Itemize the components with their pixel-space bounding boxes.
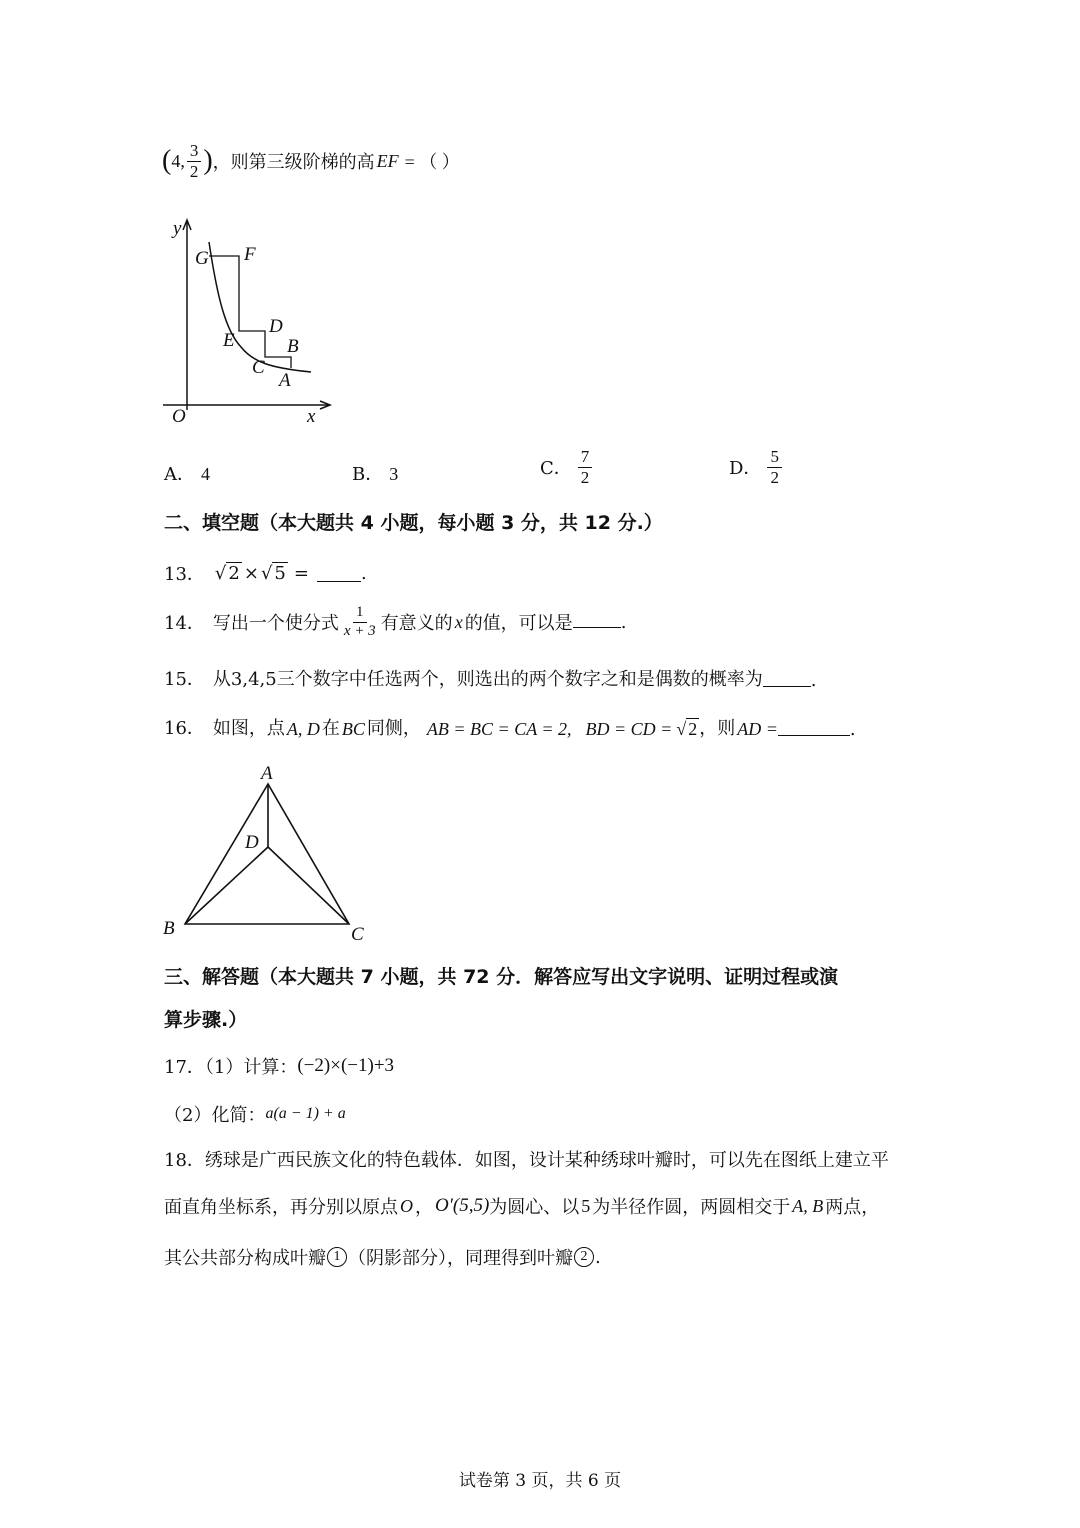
point-x: 4, [171, 150, 185, 171]
circled-number-1: 1 [327, 1247, 347, 1267]
q13: 13． √ 2 × √ 5 = . [164, 562, 367, 585]
sqrt-2-q16: √ 2 [676, 719, 698, 739]
q14: 14． 写出一个使分式 $\frac{1}{x + 3}$ 有意义的 x 的值，可以是 . [164, 604, 627, 639]
q12-option-d[interactable]: D． $\frac{5}{2}$ [729, 448, 784, 487]
point-y-fraction: $\frac{3}{2}$ [187, 142, 202, 181]
left-paren: ( [162, 145, 172, 176]
label-F: F [244, 244, 256, 265]
label-E: E [223, 330, 235, 351]
sqrt-5: √ 5 [260, 562, 286, 584]
q15: 15． 从3,4,5三个数字中任选两个，则选出的两个数字之和是偶数的概率为 . [164, 669, 817, 691]
q12-option-a[interactable]: A． 4 [164, 464, 210, 485]
triangle-figure [155, 760, 385, 945]
option-d-fraction: $\frac{5}{2}$ [767, 448, 782, 487]
label-D: D [269, 316, 283, 337]
q18-line2: 面直角坐标系，再分别以原点 O ， O′(5,5) 为圆心、以 5 为半径作圆，两圆相交于 A, B 两点， [164, 1195, 880, 1218]
q14-fraction: $\frac{1}{x + 3}$ [343, 604, 376, 639]
q12-stem [162, 138, 460, 184]
label-C: C [351, 924, 364, 945]
label-A: A [261, 763, 273, 784]
right-paren: ) [203, 145, 213, 176]
staircase [209, 256, 291, 368]
label-G: G [195, 248, 209, 269]
label-D: D [245, 832, 259, 853]
q16-answer-blank[interactable] [778, 734, 850, 736]
q18-line3: 其公共部分构成叶瓣 1 （阴影部分），同理得到叶瓣 2 . [164, 1246, 601, 1269]
q13-answer-blank[interactable] [317, 580, 361, 582]
segment-bd [185, 847, 268, 924]
sqrt-2: √ 2 [214, 562, 240, 584]
option-c-fraction: $\frac{7}{2}$ [578, 448, 593, 487]
label-B: B [287, 336, 299, 357]
q14-answer-blank[interactable] [573, 626, 621, 628]
q16: 16． 如图，点 A, D 在 BC 同侧， AB = BC = CA = 2, BD = CD = √ 2 ，则 AD = . [164, 718, 856, 740]
section2-heading: 二、填空题（本大题共 4 小题，每小题 3 分，共 12 分.） [164, 512, 663, 534]
circled-number-2: 2 [574, 1247, 594, 1267]
label-C: C [252, 357, 265, 378]
q17-part1: 17．（1）计算： (−2)×(−1)+3 [164, 1055, 395, 1078]
q15-answer-blank[interactable] [763, 685, 811, 687]
page-footer: 试卷第 3 页，共 6 页 [458, 1471, 622, 1491]
q12-option-b[interactable]: B． 3 [352, 464, 399, 485]
segment-cd [268, 847, 349, 924]
q18-line1: 18．绣球是广西民族文化的特色载体．如图，设计某种绣球叶瓣时，可以先在图纸上建立平 [164, 1150, 889, 1171]
q12-option-c[interactable]: C． $\frac{7}{2}$ [540, 448, 594, 487]
q12-eq: = （ ） [404, 152, 460, 172]
label-x: x [307, 406, 316, 427]
q17-part2: （2）化简： a(a − 1) + a [164, 1105, 346, 1126]
label-A: A [279, 370, 291, 391]
section3-heading-line2: 算步骤.） [164, 1009, 248, 1031]
label-B: B [163, 918, 175, 939]
q12-var: EF [376, 150, 399, 171]
triangle-abc [185, 784, 349, 924]
q12-stem-text: ，则第三级阶梯的高 [212, 152, 375, 173]
staircase-figure [155, 210, 335, 435]
label-O: O [172, 406, 186, 427]
label-y: y [173, 218, 182, 239]
section3-heading-line1: 三、解答题（本大题共 7 小题，共 72 分．解答应写出文字说明、证明过程或演 [164, 966, 839, 988]
